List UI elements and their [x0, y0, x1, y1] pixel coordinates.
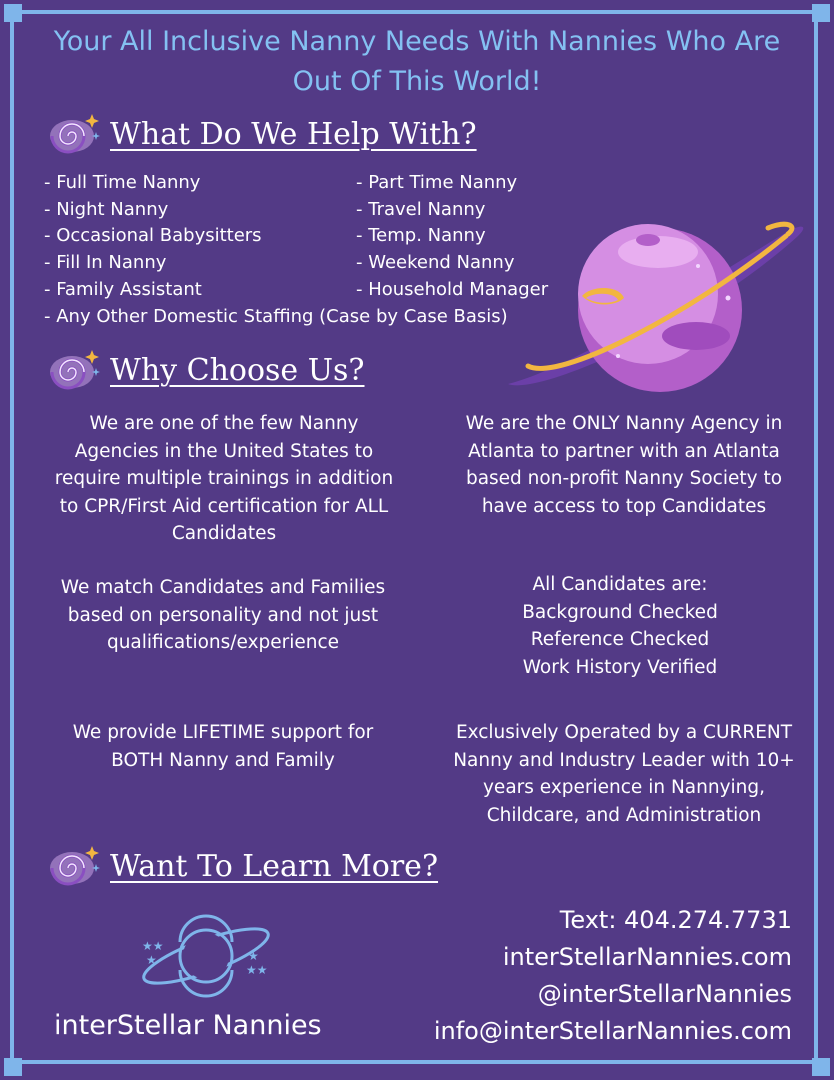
feature-training: We are one of the few Nanny Agencies in the United States to require multiple trainings in addition to CPR/First Aid certification for ALL Candidates: [54, 413, 394, 544]
help-title: What Do We Help With?: [110, 116, 477, 152]
list-item: - Fill In Nanny: [44, 252, 167, 274]
feature-support: We provide LIFETIME support for BOTH Nanny and Family: [72, 722, 374, 771]
frame-corner: [812, 4, 830, 22]
svg-text:★: ★: [248, 949, 259, 963]
list-item: - Temp. Nanny: [356, 225, 486, 247]
list-item: - Family Assistant: [44, 278, 202, 300]
list-item: - Occasional Babysitters: [44, 225, 262, 247]
planet-logo-icon: [136, 914, 278, 1000]
social-handle[interactable]: @interStellarNannies: [537, 980, 792, 1008]
list-item: - Full Time Nanny: [44, 172, 201, 193]
feature-matching: We match Candidates and Families based on personality and not just qualifications/experience: [60, 577, 386, 653]
svg-text:★★: ★★: [246, 963, 268, 977]
help-heading: [46, 106, 477, 162]
learn-heading: [46, 838, 438, 894]
list-item: - Part Time Nanny: [356, 172, 518, 193]
list-item: - Night Nanny: [44, 198, 169, 220]
feature-operator: Exclusively Operated by a CURRENT Nanny and Industry Leader with 10+ years experience in Nannying, Childcare, and Administration: [453, 722, 795, 826]
list-item: Reference Checked: [530, 629, 710, 650]
planet-illustration: [498, 206, 810, 396]
email-link[interactable]: info@interStellarNannies.com: [433, 1017, 792, 1045]
brand-name: interStellar Nannies: [54, 1010, 322, 1041]
frame-corner: [812, 1058, 830, 1076]
feature-screening: [460, 571, 780, 681]
list-item: - Weekend Nanny: [356, 252, 515, 274]
website-link[interactable]: interStellarNannies.com: [502, 943, 792, 971]
why-heading: [46, 342, 365, 398]
screening-heading: All Candidates are:: [532, 574, 708, 595]
list-item: - Household Manager: [356, 278, 549, 300]
learn-title: Want To Learn More?: [110, 848, 439, 884]
galaxy-icon: [46, 106, 102, 162]
svg-text:★★: ★★: [142, 939, 164, 953]
svg-text:★: ★: [146, 953, 157, 967]
frame-corner: [4, 1058, 22, 1076]
frame-corner: [4, 4, 22, 22]
list-item: - Any Other Domestic Staffing (Case by Case Basis): [44, 305, 508, 327]
list-item: Background Checked: [522, 601, 718, 623]
feature-partnership: We are the ONLY Nanny Agency in Atlanta to partner with an Atlanta based non-profit Nanny Society to have access to top Candidates: [465, 413, 783, 517]
list-item: Work History Verified: [522, 656, 718, 678]
phone-text[interactable]: Text: 404.274.7731: [559, 906, 792, 934]
tagline: Your All Inclusive Nanny Needs With Nannies Who Are Out Of This World!: [53, 26, 781, 97]
why-title: Why Choose Us?: [110, 352, 365, 388]
galaxy-icon: [46, 838, 102, 894]
list-item: - Travel Nanny: [356, 198, 486, 220]
contact-block: [434, 902, 792, 1050]
galaxy-icon: [46, 342, 102, 398]
